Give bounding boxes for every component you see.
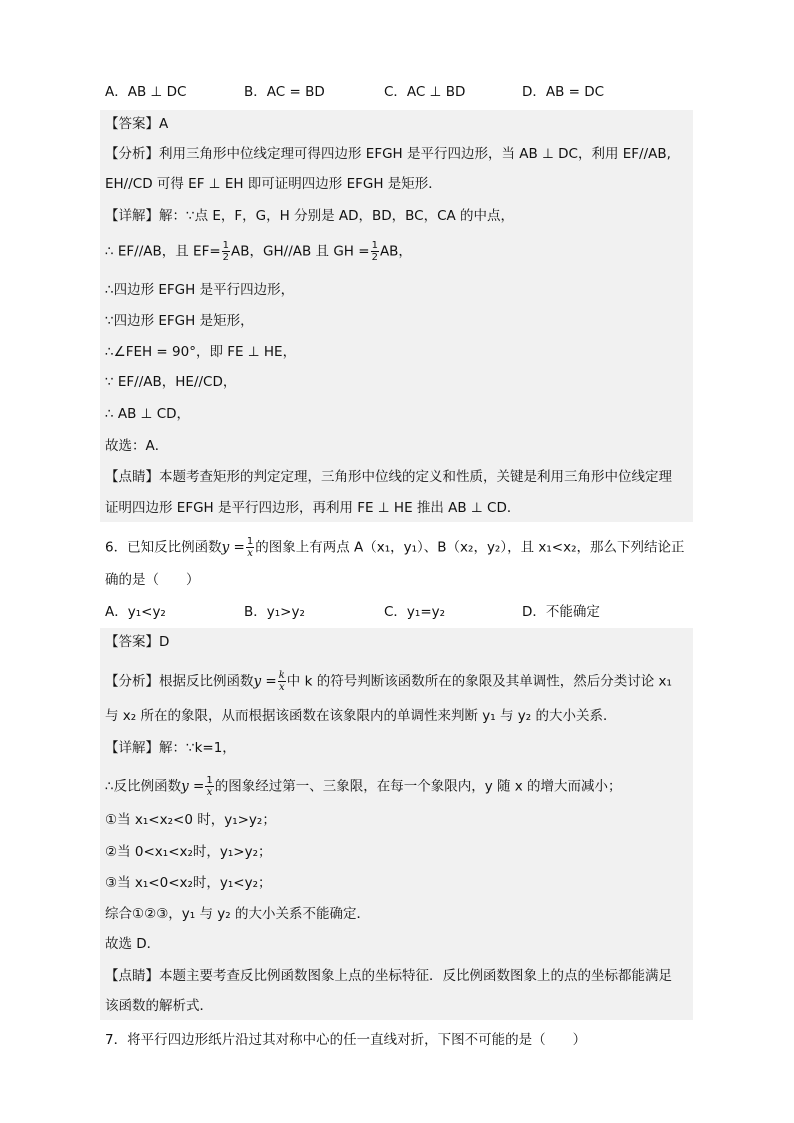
q5-comment-line1: 【点睛】本题考查矩形的判定定理，三角形中位线的定义和性质，关键是利用三角形中位线定理 [105, 469, 672, 485]
q6-detail-line2: ∴反比例函数y = $\frac{1}{x}$ 的图象经过第一、三象限，在每一个象限内，y 随 x 的增大而减小； [105, 775, 622, 798]
q5-option-a: A．AB ⊥ DC [105, 84, 187, 100]
q5-answer: 【答案】A [105, 116, 169, 132]
q6-stem-line1: 6．已知反比例函数y = $\frac{1}{x}$ 的图象上有两点 A（x₁，y₁）、B（x₂，y₂），且 x₁<x₂，那么下列结论正 [105, 536, 685, 559]
q5-option-b: B．AC = BD [244, 84, 325, 100]
q6-case-3: ③当 x₁<0<x₂时，y₁<y₂； [105, 875, 272, 891]
q6-option-c: C．y₁=y₂ [384, 604, 446, 620]
q5-detail-line4: ∵四边形 EFGH 是矩形， [105, 313, 254, 329]
q5-detail-line2: ∴ EF//AB，且 EF= $\frac{1}{2}$ AB，GH//AB 且 GH = $\frac{1}{2}$ AB， [105, 240, 412, 263]
q6-comment-line2: 该函数的解析式． [105, 998, 213, 1014]
q6-case-2: ②当 0<x₁<x₂时，y₁>y₂； [105, 844, 272, 860]
q6-option-d: D．不能确定 [522, 604, 600, 620]
q6-answer: 【答案】D [105, 634, 170, 650]
q7-stem: 7．将平行四边形纸片沿过其对称中心的任一直线对折，下图不可能的是（ ） [105, 1032, 587, 1048]
q6-choose: 故选 D． [105, 936, 161, 952]
q6-summary: 综合①②③，y₁ 与 y₂ 的大小关系不能确定． [105, 906, 370, 922]
q6-option-a: A．y₁<y₂ [105, 604, 166, 620]
q5-choose: 故选：A． [105, 438, 169, 454]
q6-detail-line1: 【详解】解：∵k=1， [105, 740, 236, 756]
q5-detail-line5: ∴∠FEH = 90°，即 FE ⊥ HE， [105, 344, 297, 360]
q6-option-b: B．y₁>y₂ [244, 604, 305, 620]
q5-option-c: C．AC ⊥ BD [384, 84, 466, 100]
q5-detail-line3: ∴四边形 EFGH 是平行四边形， [105, 282, 295, 298]
one-over-x-fraction: $\frac{1}{x}$ [206, 775, 213, 798]
q6-stem-line2: 确的是（ ） [105, 572, 200, 588]
q5-comment-line2: 证明四边形 EFGH 是平行四边形，再利用 FE ⊥ HE 推出 AB ⊥ CD． [105, 500, 521, 516]
q5-option-d: D．AB = DC [522, 84, 605, 100]
q6-case-1: ①当 x₁<x₂<0 时，y₁>y₂； [105, 812, 276, 828]
q5-detail-line7: ∴ AB ⊥ CD， [105, 406, 191, 422]
half-fraction: $\frac{1}{2}$ [222, 240, 230, 263]
q5-detail-line1: 【详解】解：∵点 E，F，G，H 分别是 AD，BD，BC，CA 的中点， [105, 208, 515, 224]
one-over-x-fraction: $\frac{1}{x}$ [246, 536, 254, 559]
k-over-x-fraction: $\frac{k}{x}$ [278, 670, 285, 693]
q5-analysis-line2: EH//CD 可得 EF ⊥ EH 即可证明四边形 EFGH 是矩形． [105, 176, 442, 192]
q5-analysis-line1: 【分析】利用三角形中位线定理可得四边形 EFGH 是平行四边形，当 AB ⊥ DC，利用 EF//AB, [105, 146, 671, 162]
q6-analysis-line2: 与 x₂ 所在的象限，从而根据该函数在该象限内的单调性来判断 y₁ 与 y₂ 的大小关系． [105, 708, 617, 724]
q6-analysis-line1: 【分析】根据反比例函数y = $\frac{k}{x}$ 中 k 的符号判断该函数所在的象限及其单调性，然后分类讨论 x₁ [105, 670, 672, 693]
q5-detail-line6: ∵ EF//AB，HE//CD， [105, 374, 237, 390]
q6-comment-line1: 【点睛】本题主要考查反比例函数图象上点的坐标特征．反比例函数图象上的点的坐标都能满足 [105, 968, 672, 984]
half-fraction: $\frac{1}{2}$ [371, 240, 378, 263]
